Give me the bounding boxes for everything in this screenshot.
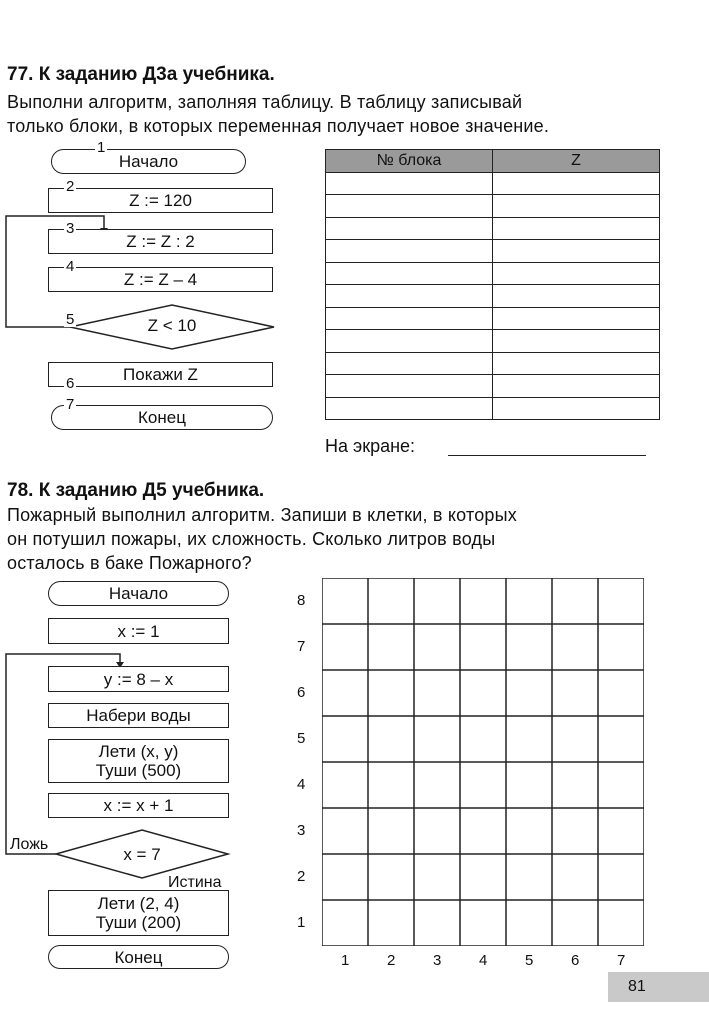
grid-cell[interactable]	[368, 670, 414, 716]
grid-col-label: 7	[617, 952, 626, 969]
table-header-block: № блока	[326, 150, 493, 173]
grid-cell[interactable]	[414, 762, 460, 808]
grid-cell[interactable]	[322, 624, 368, 670]
task77-text-line1: Выполни алгоритм, заполняя таблицу. В таблицу записывай	[7, 92, 523, 112]
grid-cell[interactable]	[368, 900, 414, 946]
grid-cell[interactable]	[414, 808, 460, 854]
grid-cell[interactable]	[506, 716, 552, 762]
task78-block-fly2: Лети (2, 4) Туши (200)	[48, 890, 229, 936]
page-number: 81	[628, 978, 646, 995]
task78-false-label: Ложь	[10, 836, 49, 853]
grid-col-label: 2	[387, 952, 396, 969]
grid-row-label: 5	[297, 730, 306, 747]
grid-cell[interactable]	[506, 900, 552, 946]
grid-row-label: 4	[297, 776, 306, 793]
grid-cell[interactable]	[414, 670, 460, 716]
task77-num-2: 2	[66, 178, 75, 195]
grid-cell[interactable]	[552, 624, 598, 670]
task78-answer-grid	[322, 578, 644, 946]
grid-cell[interactable]	[460, 716, 506, 762]
grid-col-label: 6	[571, 952, 580, 969]
grid-cell[interactable]	[460, 624, 506, 670]
task78-block-x-inc: x := x + 1	[48, 793, 229, 818]
grid-cell[interactable]	[368, 578, 414, 624]
grid-cell[interactable]	[598, 808, 644, 854]
task77-block-6: Покажи Z	[48, 362, 273, 387]
grid-cell[interactable]	[552, 578, 598, 624]
task78-heading: 78. К заданию Д5 учебника.	[7, 480, 265, 501]
grid-cell[interactable]	[322, 854, 368, 900]
task78-block-y-calc: y := 8 – x	[48, 666, 229, 692]
grid-cell[interactable]	[368, 762, 414, 808]
task77-block-start: Начало	[51, 149, 246, 174]
grid-cell[interactable]	[414, 900, 460, 946]
grid-cell[interactable]	[414, 854, 460, 900]
task78-cond-label: x = 7	[123, 845, 161, 864]
grid-col-label: 4	[479, 952, 488, 969]
grid-cell[interactable]	[414, 624, 460, 670]
grid-col-label: 3	[433, 952, 442, 969]
grid-cell[interactable]	[460, 854, 506, 900]
task77-screen-label: На экране:	[325, 436, 416, 456]
grid-cell[interactable]	[506, 624, 552, 670]
grid-cell[interactable]	[598, 670, 644, 716]
grid-cell[interactable]	[322, 762, 368, 808]
grid-cell[interactable]	[460, 808, 506, 854]
grid-cell[interactable]	[598, 854, 644, 900]
grid-cell[interactable]	[506, 854, 552, 900]
grid-cell[interactable]	[460, 578, 506, 624]
grid-cell[interactable]	[322, 808, 368, 854]
task78-text-line3: осталось в баке Пожарного?	[7, 553, 252, 573]
table-header-z: Z	[493, 150, 660, 173]
grid-cell[interactable]	[414, 578, 460, 624]
task77-num-4: 4	[66, 258, 75, 275]
grid-cell[interactable]	[368, 854, 414, 900]
grid-cell[interactable]	[598, 624, 644, 670]
task77-num-5: 5	[66, 311, 75, 328]
task77-num-1: 1	[97, 139, 106, 156]
grid-cell[interactable]	[552, 762, 598, 808]
task78-true-label: Истина	[168, 874, 222, 891]
grid-cell[interactable]	[460, 762, 506, 808]
grid-cell[interactable]	[506, 578, 552, 624]
grid-cell[interactable]	[506, 670, 552, 716]
grid-cell[interactable]	[414, 716, 460, 762]
task77-block-3: Z := Z : 2	[48, 229, 273, 254]
grid-cell[interactable]	[368, 716, 414, 762]
task77-text-line2: только блоки, в которых переменная получает новое значение.	[7, 116, 550, 136]
grid-cell[interactable]	[322, 900, 368, 946]
grid-row-label: 1	[297, 914, 306, 931]
grid-cell[interactable]	[368, 808, 414, 854]
grid-row-label: 3	[297, 822, 306, 839]
grid-row-label: 2	[297, 868, 306, 885]
grid-cell[interactable]	[322, 578, 368, 624]
grid-cell[interactable]	[506, 808, 552, 854]
task78-block-end: Конец	[48, 945, 229, 969]
page-number-box	[608, 972, 709, 1002]
grid-cell[interactable]	[506, 762, 552, 808]
task78-text-line1: Пожарный выполнил алгоритм. Запиши в клетки, в которых	[7, 505, 517, 525]
grid-cell[interactable]	[322, 670, 368, 716]
grid-cell[interactable]	[598, 762, 644, 808]
task78-block-fill: Набери воды	[48, 703, 229, 728]
task77-block-5-label: Z < 10	[147, 316, 197, 335]
grid-cell[interactable]	[552, 808, 598, 854]
grid-row-label: 6	[297, 684, 306, 701]
grid-cell[interactable]	[598, 578, 644, 624]
task77-num-3: 3	[66, 220, 75, 237]
grid-cell[interactable]	[460, 670, 506, 716]
task77-block-4: Z := Z – 4	[48, 267, 273, 292]
grid-col-label: 1	[341, 952, 350, 969]
grid-cell[interactable]	[368, 624, 414, 670]
task77-heading: 77. К заданию Д3а учебника.	[7, 64, 275, 85]
grid-cell[interactable]	[598, 716, 644, 762]
grid-cell[interactable]	[322, 716, 368, 762]
grid-cell[interactable]	[552, 900, 598, 946]
grid-row-label: 8	[297, 592, 306, 609]
task78-block-fly1: Лети (x, y) Туши (500)	[48, 739, 229, 783]
task77-num-6: 6	[66, 375, 75, 392]
grid-cell[interactable]	[460, 900, 506, 946]
task77-num-7: 7	[66, 396, 75, 413]
grid-col-label: 5	[525, 952, 534, 969]
task77-block-2: Z := 120	[48, 188, 273, 213]
task78-block-start: Начало	[48, 581, 229, 606]
grid-row-label: 7	[297, 638, 306, 655]
task77-block-end: Конец	[51, 405, 273, 430]
grid-cell[interactable]	[552, 716, 598, 762]
grid-cell[interactable]	[552, 670, 598, 716]
task78-text-line2: он потушил пожары, их сложность. Сколько литров воды	[7, 529, 496, 549]
task78-block-x-init: x := 1	[48, 618, 229, 644]
grid-cell[interactable]	[552, 854, 598, 900]
grid-cell[interactable]	[598, 900, 644, 946]
